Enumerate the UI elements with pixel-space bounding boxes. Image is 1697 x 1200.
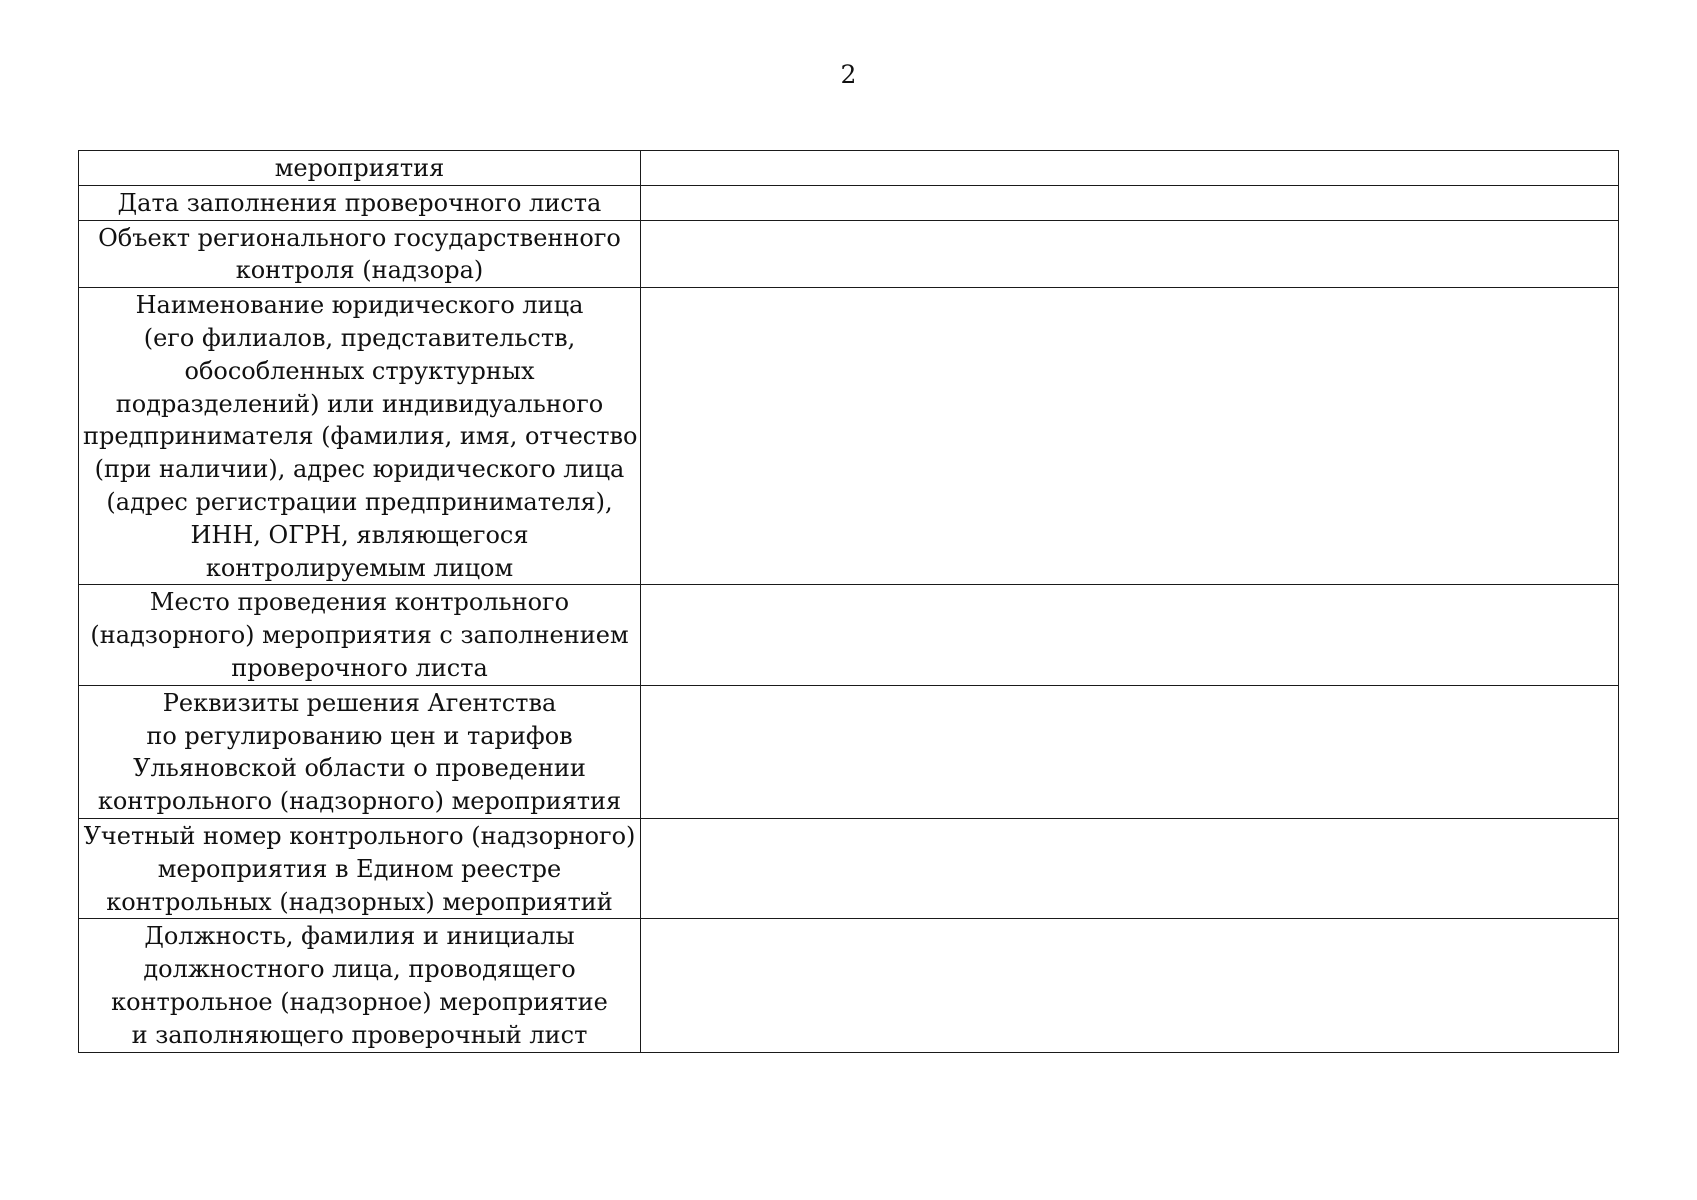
row-label	[79, 585, 641, 685]
row-value-field[interactable]	[641, 288, 1619, 585]
row-label	[79, 151, 641, 186]
label-line: Должность, фамилия и инициалы	[144, 922, 575, 951]
row-label	[79, 185, 641, 220]
row-label	[79, 288, 641, 585]
row-value-field[interactable]	[641, 151, 1619, 186]
label-line: Реквизиты решения Агентства	[162, 688, 557, 717]
table-row	[79, 151, 1619, 186]
label-line: контролируемым лицом	[205, 553, 514, 582]
row-value-field[interactable]	[641, 685, 1619, 818]
row-label	[79, 685, 641, 818]
table-row	[79, 919, 1619, 1052]
label-line: Ульяновской области о проведении	[133, 754, 586, 783]
table-row	[79, 185, 1619, 220]
label-line: мероприятия в Едином реестре	[157, 854, 562, 883]
label-line: Учетный номер контрольного (надзорного)	[83, 821, 636, 850]
row-value-field[interactable]	[641, 220, 1619, 288]
label-line: и заполняющего проверочный лист	[131, 1020, 588, 1049]
table-row	[79, 685, 1619, 818]
label-line: Наименование юридического лица	[135, 291, 584, 320]
row-label	[79, 919, 641, 1052]
checklist-info-table	[78, 150, 1619, 1053]
table-row	[79, 288, 1619, 585]
page-number: 2	[840, 60, 857, 89]
label-line: Объект регионального государственного	[98, 223, 621, 252]
label-line: по регулированию цен и тарифов	[146, 721, 573, 750]
label-line: (надзорного) мероприятия с заполнением	[90, 621, 629, 650]
table-row	[79, 220, 1619, 288]
label-line: контрольных (надзорных) мероприятий	[106, 887, 613, 916]
label-line: подразделений) или индивидуального	[115, 389, 604, 418]
label-line: Дата заполнения проверочного листа	[117, 188, 602, 217]
label-line: (при наличии), адрес юридического лица	[94, 455, 625, 484]
label-line: контрольное (надзорное) мероприятие	[111, 987, 608, 1016]
table-row	[79, 818, 1619, 918]
row-value-field[interactable]	[641, 585, 1619, 685]
label-line: ИНН, ОГРН, являющегося	[190, 520, 529, 549]
label-line: проверочного листа	[231, 653, 488, 682]
row-label	[79, 220, 641, 288]
label-line: (его филиалов, представительств,	[143, 323, 576, 352]
label-line: (адрес регистрации предпринимателя),	[106, 487, 613, 516]
label-line: мероприятия	[274, 154, 445, 182]
row-value-field[interactable]	[641, 818, 1619, 918]
label-line: контрольного (надзорного) мероприятия	[97, 787, 622, 816]
row-value-field[interactable]	[641, 185, 1619, 220]
label-line: предпринимателя (фамилия, имя, отчество	[83, 422, 638, 451]
label-line: обособленных структурных	[184, 356, 535, 385]
label-line: контроля (надзора)	[235, 256, 484, 285]
label-line: должностного лица, проводящего	[143, 955, 576, 984]
table-row	[79, 585, 1619, 685]
row-label	[79, 818, 641, 918]
label-line: Место проведения контрольного	[149, 588, 570, 617]
row-value-field[interactable]	[641, 919, 1619, 1052]
